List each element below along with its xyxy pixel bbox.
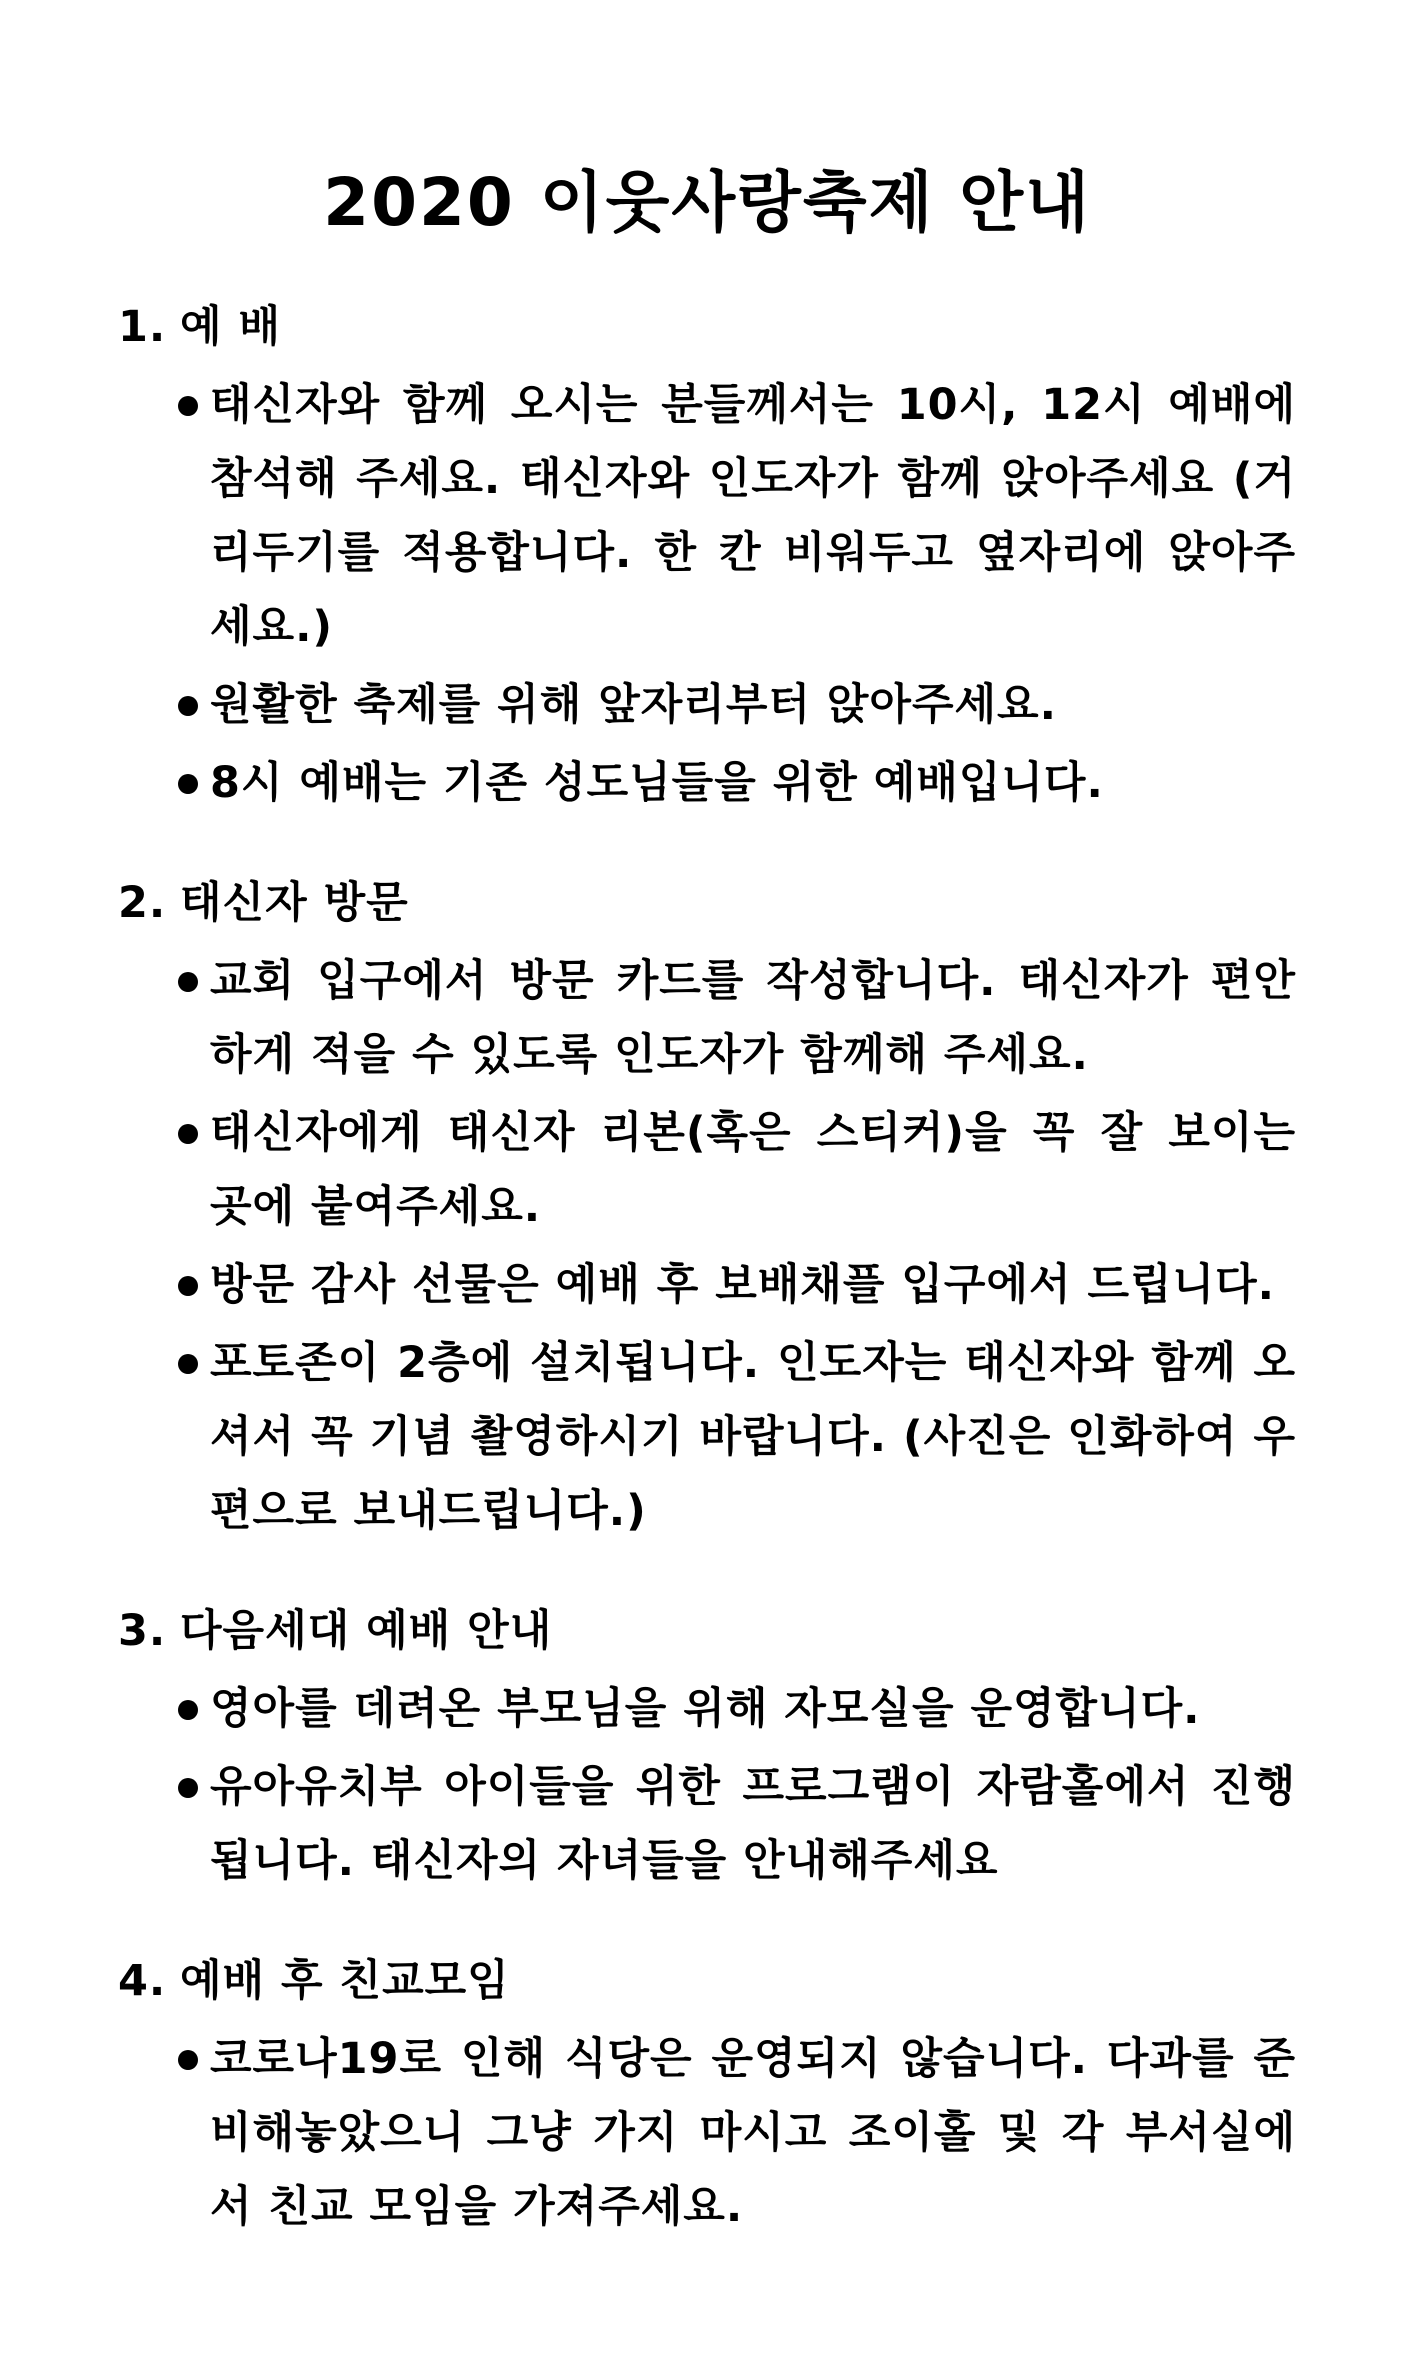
list-item	[178, 1096, 1296, 1244]
bullet-dot-icon	[178, 1248, 210, 1322]
section-number: 4.	[118, 1956, 167, 2006]
list-item-text: 방문 감사 선물은 예배 후 보배채플 입구에서 드립니다.	[210, 1260, 1275, 1310]
bullet-dot-icon	[178, 1750, 210, 1824]
list-item-text: 8시 예배는 기존 성도님들을 위한 예배입니다.	[210, 758, 1104, 808]
section-number: 2.	[118, 878, 167, 928]
list-item	[178, 1750, 1296, 1898]
bullet-list	[118, 1672, 1296, 1898]
list-item	[178, 1326, 1296, 1548]
bullet-dot-icon	[178, 368, 210, 442]
bullet-list	[118, 368, 1296, 820]
section-heading	[118, 866, 1296, 940]
section-title: 태신자 방문	[180, 878, 409, 928]
list-item-text: 교회 입구에서 방문 카드를 작성합니다. 태신자가 편안하게 적을 수 있도록 인도자가 함께해 주세요.	[210, 956, 1296, 1080]
list-item	[178, 2022, 1296, 2244]
list-item	[178, 1672, 1296, 1746]
list-item-text: 태신자와 함께 오시는 분들께서는 10시, 12시 예배에 참석해 주세요. 태신자와 인도자가 함께 앉아주세요 (거리두기를 적용합니다. 한 칸 비워두고 옆자리에 앉아주세요.)	[210, 380, 1296, 652]
section-number: 3.	[118, 1606, 167, 1656]
list-item-text: 코로나19로 인해 식당은 운영되지 않습니다. 다과를 준비해놓았으니 그냥 가지 마시고 조이홀 및 각 부서실에서 친교 모임을 가져주세요.	[210, 2034, 1296, 2232]
section-fellowship	[118, 1944, 1296, 2244]
list-item-text: 유아유치부 아이들을 위한 프로그램이 자람홀에서 진행됩니다. 태신자의 자녀들을 안내해주세요	[210, 1762, 1296, 1886]
list-item	[178, 668, 1296, 742]
bullet-dot-icon	[178, 1672, 210, 1746]
section-next-generation	[118, 1594, 1296, 1898]
section-number: 1.	[118, 302, 167, 352]
list-item	[178, 368, 1296, 664]
section-worship	[118, 290, 1296, 820]
section-heading	[118, 1944, 1296, 2018]
bullet-list	[118, 2022, 1296, 2244]
section-visitor	[118, 866, 1296, 1548]
bullet-dot-icon	[178, 2022, 210, 2096]
section-title: 예 배	[180, 302, 282, 352]
section-heading	[118, 290, 1296, 364]
list-item-text: 태신자에게 태신자 리본(혹은 스티커)을 꼭 잘 보이는 곳에 붙여주세요.	[210, 1108, 1296, 1232]
bullet-list	[118, 944, 1296, 1548]
list-item-text: 영아를 데려온 부모님을 위해 자모실을 운영합니다.	[210, 1684, 1201, 1734]
bullet-dot-icon	[178, 1326, 210, 1400]
list-item-text: 포토존이 2층에 설치됩니다. 인도자는 태신자와 함께 오셔서 꼭 기념 촬영하시기 바랍니다. (사진은 인화하여 우편으로 보내드립니다.)	[210, 1338, 1296, 1536]
section-title: 예배 후 친교모임	[180, 1956, 510, 2006]
bullet-dot-icon	[178, 1096, 210, 1170]
bullet-dot-icon	[178, 944, 210, 1018]
page-title: 2020 이웃사랑축제 안내	[323, 164, 1091, 241]
list-item	[178, 1248, 1296, 1322]
list-item	[178, 944, 1296, 1092]
list-item-text: 원활한 축제를 위해 앞자리부터 앉아주세요.	[210, 680, 1057, 730]
bullet-dot-icon	[178, 746, 210, 820]
section-title: 다음세대 예배 안내	[180, 1606, 553, 1656]
bullet-dot-icon	[178, 668, 210, 742]
section-heading	[118, 1594, 1296, 1668]
list-item	[178, 746, 1296, 820]
